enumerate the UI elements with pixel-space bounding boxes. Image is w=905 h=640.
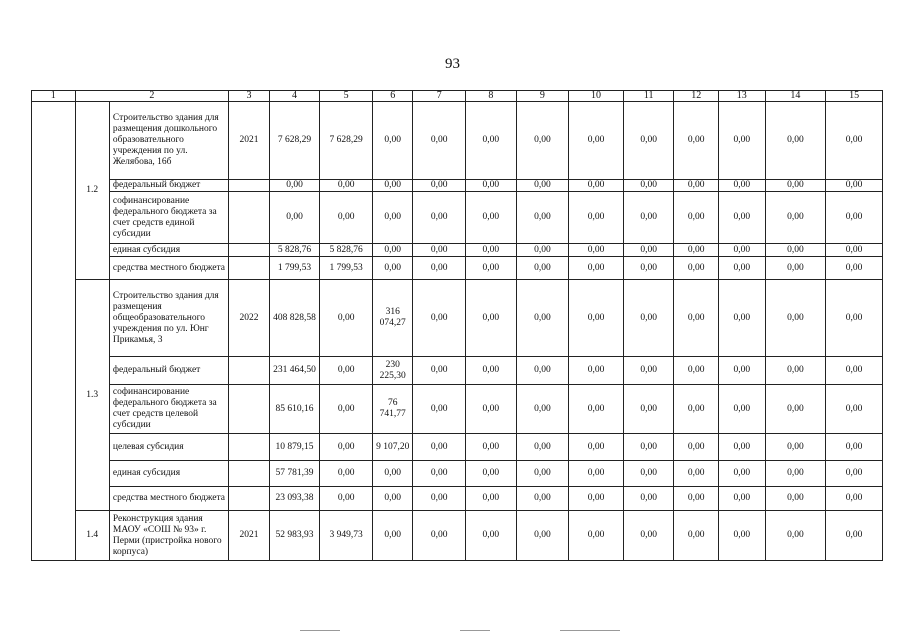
column-header-14: 14 — [765, 91, 826, 102]
value-cell-col-12: 0,00 — [674, 244, 719, 257]
value-cell-col-11: 0,00 — [623, 102, 674, 180]
value-cell-col-14: 0,00 — [765, 102, 826, 180]
item-number: 1.4 — [75, 511, 109, 561]
table-row — [32, 511, 883, 561]
row-label: целевая субсидия — [109, 434, 228, 461]
value-cell-col-9: 0,00 — [516, 280, 569, 357]
value-cell-col-4: 52 983,93 — [269, 511, 320, 561]
value-cell-col-15: 0,00 — [826, 461, 883, 487]
value-cell-col-5: 3 949,73 — [320, 511, 373, 561]
value-cell-col-8: 0,00 — [466, 385, 517, 434]
value-cell-col-7: 0,00 — [413, 280, 466, 357]
value-cell-col-4: 408 828,58 — [269, 280, 320, 357]
year-cell — [229, 434, 269, 461]
value-cell-col-7: 0,00 — [413, 192, 466, 244]
value-cell-col-7: 0,00 — [413, 357, 466, 385]
year-cell — [229, 461, 269, 487]
value-cell-col-5: 0,00 — [320, 434, 373, 461]
value-cell-col-15: 0,00 — [826, 192, 883, 244]
value-cell-col-13: 0,00 — [718, 511, 765, 561]
table-row — [32, 280, 883, 357]
value-cell-col-12: 0,00 — [674, 434, 719, 461]
value-cell-col-14: 0,00 — [765, 192, 826, 244]
value-cell-col-11: 0,00 — [623, 280, 674, 357]
value-cell-col-6: 230 225,30 — [372, 357, 412, 385]
value-cell-col-12: 0,00 — [674, 280, 719, 357]
value-cell-col-6: 316 074,27 — [372, 280, 412, 357]
value-cell-col-12: 0,00 — [674, 511, 719, 561]
column-header-row — [32, 91, 883, 102]
value-cell-col-14: 0,00 — [765, 461, 826, 487]
value-cell-col-12: 0,00 — [674, 385, 719, 434]
value-cell-col-9: 0,00 — [516, 385, 569, 434]
value-cell-col-7: 0,00 — [413, 511, 466, 561]
column-1-cell — [32, 102, 76, 561]
row-label: единая субсидия — [109, 244, 228, 257]
value-cell-col-12: 0,00 — [674, 192, 719, 244]
year-cell: 2022 — [229, 280, 269, 357]
value-cell-col-7: 0,00 — [413, 102, 466, 180]
value-cell-col-6: 0,00 — [372, 180, 412, 192]
year-cell: 2021 — [229, 102, 269, 180]
value-cell-col-11: 0,00 — [623, 385, 674, 434]
year-cell — [229, 487, 269, 511]
value-cell-col-4: 1 799,53 — [269, 257, 320, 280]
value-cell-col-8: 0,00 — [466, 192, 517, 244]
table-row — [32, 357, 883, 385]
value-cell-col-15: 0,00 — [826, 244, 883, 257]
row-label: федеральный бюджет — [109, 357, 228, 385]
value-cell-col-9: 0,00 — [516, 192, 569, 244]
value-cell-col-5: 0,00 — [320, 280, 373, 357]
value-cell-col-13: 0,00 — [718, 434, 765, 461]
table-row — [32, 102, 883, 180]
page-number: 93 — [445, 56, 460, 72]
value-cell-col-10: 0,00 — [569, 244, 624, 257]
value-cell-col-4: 23 093,38 — [269, 487, 320, 511]
row-label: Реконструкция здания МАОУ «СОШ № 93» г. Перми (пристройка нового корпуса) — [109, 511, 228, 561]
value-cell-col-12: 0,00 — [674, 257, 719, 280]
table-body — [32, 102, 883, 561]
table-row — [32, 434, 883, 461]
table-row — [32, 180, 883, 192]
year-cell — [229, 180, 269, 192]
value-cell-col-7: 0,00 — [413, 461, 466, 487]
value-cell-col-13: 0,00 — [718, 257, 765, 280]
value-cell-col-5: 0,00 — [320, 357, 373, 385]
value-cell-col-10: 0,00 — [569, 511, 624, 561]
value-cell-col-6: 0,00 — [372, 461, 412, 487]
value-cell-col-8: 0,00 — [466, 434, 517, 461]
value-cell-col-15: 0,00 — [826, 385, 883, 434]
value-cell-col-7: 0,00 — [413, 180, 466, 192]
value-cell-col-7: 0,00 — [413, 434, 466, 461]
value-cell-col-4: 5 828,76 — [269, 244, 320, 257]
column-header-13: 13 — [718, 91, 765, 102]
column-header-5: 5 — [320, 91, 373, 102]
value-cell-col-9: 0,00 — [516, 357, 569, 385]
row-label: Строительство здания для размещения дошкольного образовательного учреждения по ул. Желябова, 16б — [109, 102, 228, 180]
value-cell-col-11: 0,00 — [623, 487, 674, 511]
value-cell-col-10: 0,00 — [569, 487, 624, 511]
value-cell-col-13: 0,00 — [718, 102, 765, 180]
value-cell-col-14: 0,00 — [765, 180, 826, 192]
value-cell-col-10: 0,00 — [569, 102, 624, 180]
row-label: софинансирование федерального бюджета за счет средств целевой субсидии — [109, 385, 228, 434]
value-cell-col-14: 0,00 — [765, 257, 826, 280]
value-cell-col-5: 0,00 — [320, 385, 373, 434]
value-cell-col-14: 0,00 — [765, 357, 826, 385]
year-cell — [229, 244, 269, 257]
value-cell-col-5: 5 828,76 — [320, 244, 373, 257]
row-label: Строительство здания для размещения общеобразовательного учреждения по ул. Юнг Прикамья, 3 — [109, 280, 228, 357]
value-cell-col-5: 1 799,53 — [320, 257, 373, 280]
value-cell-col-7: 0,00 — [413, 487, 466, 511]
value-cell-col-15: 0,00 — [826, 280, 883, 357]
value-cell-col-5: 0,00 — [320, 461, 373, 487]
value-cell-col-9: 0,00 — [516, 511, 569, 561]
value-cell-col-7: 0,00 — [413, 385, 466, 434]
value-cell-col-6: 9 107,20 — [372, 434, 412, 461]
value-cell-col-15: 0,00 — [826, 434, 883, 461]
value-cell-col-9: 0,00 — [516, 434, 569, 461]
value-cell-col-4: 7 628,29 — [269, 102, 320, 180]
value-cell-col-5: 0,00 — [320, 192, 373, 244]
value-cell-col-6: 0,00 — [372, 192, 412, 244]
value-cell-col-11: 0,00 — [623, 511, 674, 561]
value-cell-col-10: 0,00 — [569, 434, 624, 461]
value-cell-col-10: 0,00 — [569, 280, 624, 357]
value-cell-col-12: 0,00 — [674, 357, 719, 385]
budget-table — [31, 90, 883, 561]
column-header-3: 3 — [229, 91, 269, 102]
value-cell-col-8: 0,00 — [466, 244, 517, 257]
value-cell-col-10: 0,00 — [569, 357, 624, 385]
column-header-6: 6 — [372, 91, 412, 102]
table-row — [32, 257, 883, 280]
value-cell-col-8: 0,00 — [466, 180, 517, 192]
value-cell-col-15: 0,00 — [826, 257, 883, 280]
value-cell-col-6: 0,00 — [372, 244, 412, 257]
value-cell-col-9: 0,00 — [516, 180, 569, 192]
table-row — [32, 244, 883, 257]
year-cell — [229, 357, 269, 385]
column-header-12: 12 — [674, 91, 719, 102]
value-cell-col-11: 0,00 — [623, 180, 674, 192]
value-cell-col-8: 0,00 — [466, 487, 517, 511]
value-cell-col-10: 0,00 — [569, 385, 624, 434]
value-cell-col-9: 0,00 — [516, 244, 569, 257]
column-header-7: 7 — [413, 91, 466, 102]
value-cell-col-15: 0,00 — [826, 487, 883, 511]
value-cell-col-11: 0,00 — [623, 357, 674, 385]
value-cell-col-10: 0,00 — [569, 461, 624, 487]
value-cell-col-8: 0,00 — [466, 257, 517, 280]
value-cell-col-14: 0,00 — [765, 280, 826, 357]
row-label: единая субсидия — [109, 461, 228, 487]
value-cell-col-13: 0,00 — [718, 385, 765, 434]
column-header-15: 15 — [826, 91, 883, 102]
value-cell-col-12: 0,00 — [674, 102, 719, 180]
column-header-10: 10 — [569, 91, 624, 102]
value-cell-col-14: 0,00 — [765, 385, 826, 434]
value-cell-col-6: 76 741,77 — [372, 385, 412, 434]
scan-artifact — [300, 630, 340, 631]
column-header-8: 8 — [466, 91, 517, 102]
value-cell-col-13: 0,00 — [718, 487, 765, 511]
value-cell-col-6: 0,00 — [372, 487, 412, 511]
value-cell-col-14: 0,00 — [765, 487, 826, 511]
value-cell-col-11: 0,00 — [623, 434, 674, 461]
value-cell-col-15: 0,00 — [826, 511, 883, 561]
value-cell-col-4: 231 464,50 — [269, 357, 320, 385]
value-cell-col-8: 0,00 — [466, 511, 517, 561]
value-cell-col-7: 0,00 — [413, 257, 466, 280]
value-cell-col-4: 57 781,39 — [269, 461, 320, 487]
row-label: софинансирование федерального бюджета за счет средств единой субсидии — [109, 192, 228, 244]
value-cell-col-13: 0,00 — [718, 192, 765, 244]
value-cell-col-13: 0,00 — [718, 280, 765, 357]
value-cell-col-9: 0,00 — [516, 461, 569, 487]
value-cell-col-11: 0,00 — [623, 192, 674, 244]
year-cell — [229, 257, 269, 280]
value-cell-col-9: 0,00 — [516, 102, 569, 180]
value-cell-col-7: 0,00 — [413, 244, 466, 257]
value-cell-col-6: 0,00 — [372, 102, 412, 180]
row-label: средства местного бюджета — [109, 487, 228, 511]
value-cell-col-4: 10 879,15 — [269, 434, 320, 461]
column-header-11: 11 — [623, 91, 674, 102]
value-cell-col-8: 0,00 — [466, 461, 517, 487]
value-cell-col-15: 0,00 — [826, 357, 883, 385]
value-cell-col-13: 0,00 — [718, 180, 765, 192]
table-row — [32, 385, 883, 434]
item-number: 1.2 — [75, 102, 109, 280]
year-cell — [229, 385, 269, 434]
table-row — [32, 192, 883, 244]
value-cell-col-5: 0,00 — [320, 180, 373, 192]
value-cell-col-14: 0,00 — [765, 244, 826, 257]
scan-artifact — [460, 630, 490, 631]
value-cell-col-13: 0,00 — [718, 357, 765, 385]
value-cell-col-5: 7 628,29 — [320, 102, 373, 180]
value-cell-col-6: 0,00 — [372, 257, 412, 280]
value-cell-col-4: 0,00 — [269, 192, 320, 244]
value-cell-col-8: 0,00 — [466, 102, 517, 180]
year-cell — [229, 192, 269, 244]
table-row — [32, 487, 883, 511]
value-cell-col-8: 0,00 — [466, 280, 517, 357]
value-cell-col-10: 0,00 — [569, 180, 624, 192]
value-cell-col-8: 0,00 — [466, 357, 517, 385]
value-cell-col-15: 0,00 — [826, 102, 883, 180]
column-header-2: 2 — [75, 91, 229, 102]
column-header-4: 4 — [269, 91, 320, 102]
column-header-9: 9 — [516, 91, 569, 102]
value-cell-col-9: 0,00 — [516, 257, 569, 280]
value-cell-col-11: 0,00 — [623, 461, 674, 487]
item-number: 1.3 — [75, 280, 109, 511]
row-label: средства местного бюджета — [109, 257, 228, 280]
column-header-1: 1 — [32, 91, 76, 102]
year-cell: 2021 — [229, 511, 269, 561]
value-cell-col-12: 0,00 — [674, 461, 719, 487]
value-cell-col-5: 0,00 — [320, 487, 373, 511]
value-cell-col-14: 0,00 — [765, 511, 826, 561]
value-cell-col-4: 85 610,16 — [269, 385, 320, 434]
value-cell-col-11: 0,00 — [623, 244, 674, 257]
value-cell-col-12: 0,00 — [674, 487, 719, 511]
table-row — [32, 461, 883, 487]
row-label: федеральный бюджет — [109, 180, 228, 192]
value-cell-col-12: 0,00 — [674, 180, 719, 192]
value-cell-col-15: 0,00 — [826, 180, 883, 192]
value-cell-col-4: 0,00 — [269, 180, 320, 192]
value-cell-col-13: 0,00 — [718, 244, 765, 257]
scan-artifact — [560, 630, 620, 631]
value-cell-col-9: 0,00 — [516, 487, 569, 511]
value-cell-col-10: 0,00 — [569, 192, 624, 244]
value-cell-col-10: 0,00 — [569, 257, 624, 280]
value-cell-col-14: 0,00 — [765, 434, 826, 461]
value-cell-col-13: 0,00 — [718, 461, 765, 487]
value-cell-col-11: 0,00 — [623, 257, 674, 280]
value-cell-col-6: 0,00 — [372, 511, 412, 561]
